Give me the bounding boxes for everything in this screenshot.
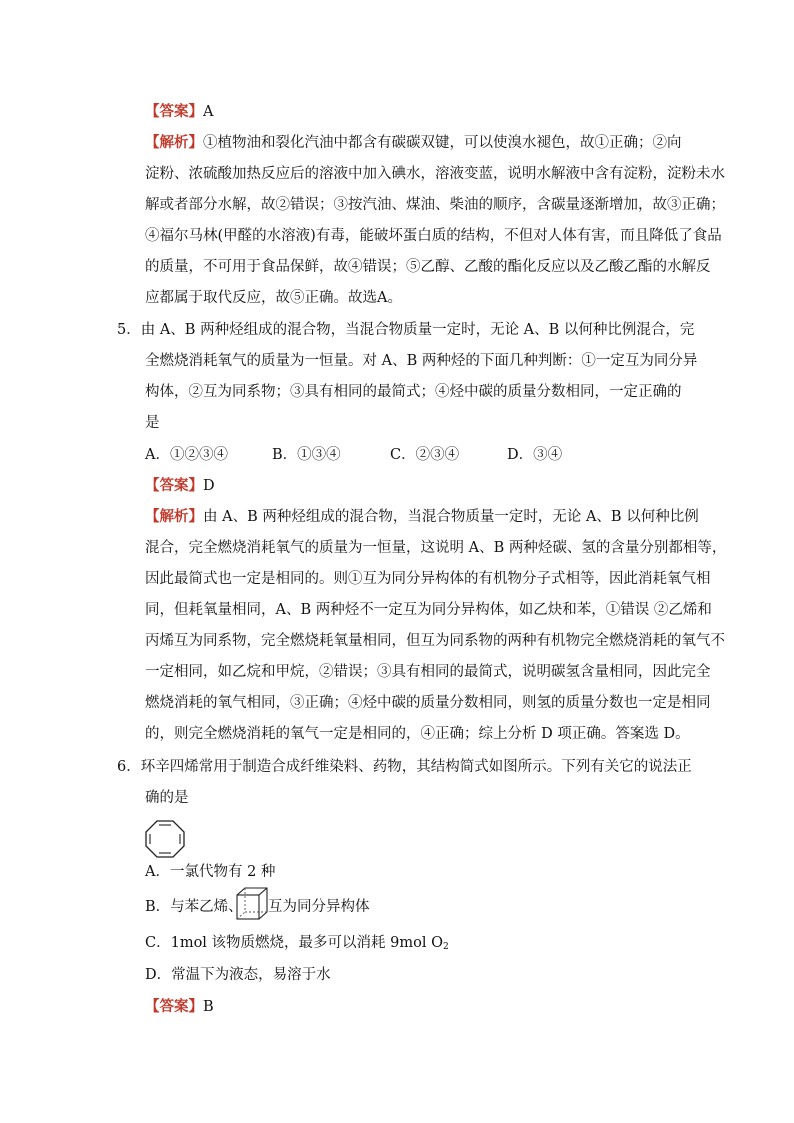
question-6-option-b xyxy=(145,897,243,917)
answer-tag: 【答案】 xyxy=(145,103,203,120)
option-c-text: C．1mol 该物质燃烧，最多可以消耗 9mol O xyxy=(145,935,443,951)
question-5-stem: 5．由 A、B 两种烃组成的混合物，当混合物质量一定时，无论 A、B 以何种比例混合，完 xyxy=(117,322,695,338)
analysis-text: 燃烧消耗的氧气相同，③正确；④烃中碳的质量分数相同，则氢的质量分数也一定是相同 xyxy=(145,695,711,711)
answer-line xyxy=(145,476,215,496)
analysis-text: 由 A、B 两种烃组成的混合物，当混合物质量一定时，无论 A、B 以何种比例 xyxy=(203,509,699,525)
option-b-text: 互为同分异构体 xyxy=(268,899,370,915)
analysis-text: 的，则完全燃烧消耗的氧气一定是相同的，④正确；综上分析 D 项正确。答案选 D。 xyxy=(145,726,690,742)
analysis-tag: 【解析】 xyxy=(145,134,203,151)
analysis-text: ①植物油和裂化汽油中都含有碳碳双键，可以使溴水褪色，故①正确；②向 xyxy=(203,135,682,151)
question-6-stem: 6．环辛四烯常用于制造合成纤维染料、药物，其结构简式如图所示。下列有关它的说法正 xyxy=(117,759,692,775)
answer-tag: 【答案】 xyxy=(145,477,203,494)
question-6-option-c xyxy=(145,933,449,957)
question-5-option-d: D．③④ xyxy=(507,447,563,463)
question-5-stem: 是 xyxy=(145,415,160,431)
question-5-stem: 构体，②互为同系物；③具有相同的最简式；④烃中碳的质量分数相同，一定正确的 xyxy=(145,384,682,400)
analysis-text: 一定相同，如乙烷和甲烷，②错误；③具有相同的最简式，说明碳氢含量相同，因此完全 xyxy=(145,664,711,680)
question-6-option-d: D．常温下为液态，易溶于水 xyxy=(145,967,331,983)
analysis-tag: 【解析】 xyxy=(145,508,203,525)
analysis-text: 解或者部分水解，故②错误；③按汽油、煤油、柴油的顺序，含碳量逐渐增加，故③正确； xyxy=(145,197,725,213)
answer-value: B xyxy=(203,999,214,1015)
question-5-option-b: B．①③④ xyxy=(272,447,341,463)
question-6-option-a: A．一氯代物有 2 种 xyxy=(145,864,276,880)
question-5-stem: 全燃烧消耗氧气的质量为一恒量。对 A、B 两种烃的下面几种判断：①一定互为同分异 xyxy=(145,353,698,369)
answer-value: A xyxy=(203,104,214,120)
cyclooctatetraene-structure-icon xyxy=(144,819,186,859)
answer-line xyxy=(145,102,213,122)
analysis-text: 应都属于取代反应，故⑤正确。故选A。 xyxy=(145,290,402,306)
analysis-line xyxy=(145,507,699,527)
option-b-text: B．与苯乙烯、 xyxy=(145,899,243,915)
cubane-structure-icon xyxy=(235,886,269,922)
question-5-option-c: C．②③④ xyxy=(390,447,460,463)
answer-tag: 【答案】 xyxy=(145,998,203,1015)
analysis-text: 因此最简式也一定是相同的。则①互为同分异构体的有机物分子式相等，因此消耗氧气相 xyxy=(145,571,711,587)
analysis-text: ④福尔马林(甲醛的水溶液)有毒，能破坏蛋白质的结构，不但对人体有害，而且降低了食品 xyxy=(145,228,722,244)
analysis-text: 丙烯互为同系物，完全燃烧耗氧量相同，但互为同系物的两种有机物完全燃烧消耗的氧气不 xyxy=(145,633,725,649)
analysis-text: 同，但耗氧量相同，A、B 两种烃不一定互为同分异构体，如乙炔和苯，①错误 ②乙烯和 xyxy=(145,602,712,618)
answer-line xyxy=(145,997,214,1017)
question-5-option-a: A．①②③④ xyxy=(145,447,228,463)
analysis-text: 淀粉、浓硫酸加热反应后的溶液中加入碘水，溶液变蓝，说明水解液中含有淀粉，淀粉未水 xyxy=(145,166,725,182)
question-6-stem: 确的是 xyxy=(145,790,189,806)
answer-value: D xyxy=(203,478,215,494)
analysis-text: 的质量，不可用于食品保鲜，故④错误；⑤乙醇、乙酸的酯化反应以及乙酸乙酯的水解反 xyxy=(145,259,711,275)
subscript: 2 xyxy=(443,942,449,952)
analysis-text: 混合，完全燃烧消耗氧气的质量为一恒量，这说明 A、B 两种烃碳、氢的含量分别都相等， xyxy=(145,540,727,556)
analysis-line xyxy=(145,133,682,153)
